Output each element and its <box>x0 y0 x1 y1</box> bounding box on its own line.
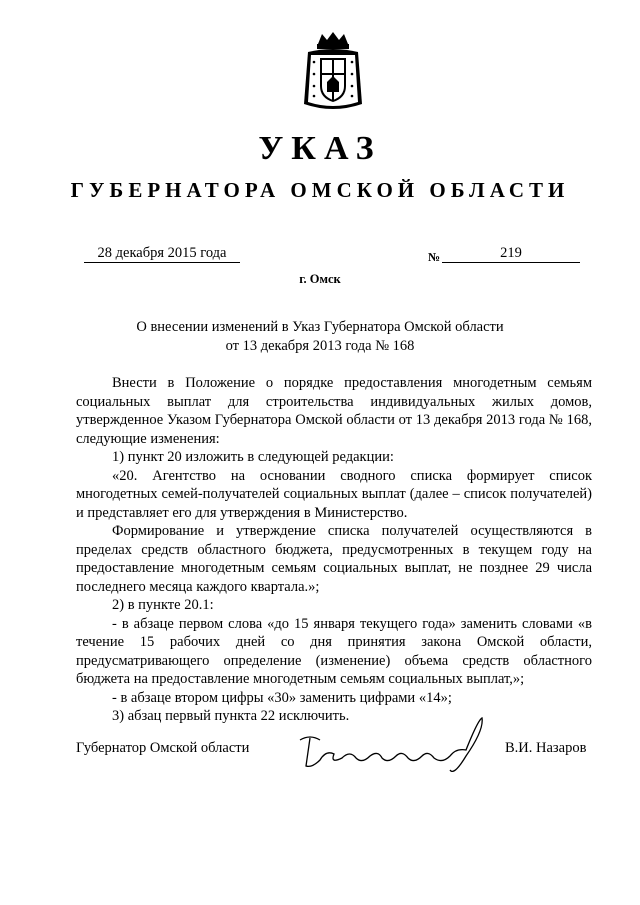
document-city: г. Омск <box>299 272 341 286</box>
signatory-position: Губернатор Омской области <box>76 740 250 756</box>
paragraph: 3) абзац первый пункта 22 исключить. <box>112 708 350 724</box>
paragraph: Формирование и утверждение списка получателей осуществляются в пределах средств областного бюджета, предусмотренных в текущем году на предоставление многодетным семьям социальных выплат, не позднее 29 числа последнего месяца каждого квартала.»; <box>76 523 592 595</box>
document-number: 219 <box>442 244 580 263</box>
paragraph: - в абзаце первом слова «до 15 января текущего года» заменить словами «в течение 15 рабочих дней со дня принятия закона Омской области, предусматривающего определение (изменение) объема средств областного бюджета на предоставление многодетным семьям социальных выплат,»; <box>76 615 592 687</box>
paragraph: «20. Агентство на основании сводного списка формирует список многодетных семей-получателей социальных выплат (далее – список получателей) и представляет его для утверждения в Министерство. <box>76 467 592 521</box>
subject-line-2: от 13 декабря 2013 года № 168 <box>225 338 415 354</box>
document-body <box>76 374 592 726</box>
number-label: № <box>428 250 441 264</box>
signatory-name: В.И. Назаров <box>505 740 587 756</box>
paragraph: Внести в Положение о порядке предоставления многодетным семьям социальных выплат для строительства индивидуальных жилых домов, утвержденное Указом Губернатора Омской области от 13 декабря 2013 года № 168, следующие изменения: <box>76 375 592 447</box>
paragraph: - в абзаце втором цифры «30» заменить цифрами «14»; <box>112 689 452 706</box>
document-date: 28 декабря 2015 года <box>84 244 240 263</box>
paragraph: 1) пункт 20 изложить в следующей редакции: <box>112 449 394 465</box>
handwritten-signature-icon <box>290 710 490 780</box>
document-subtitle: ГУБЕРНАТОРА ОМСКОЙ ОБЛАСТИ <box>70 178 570 202</box>
document-subject <box>0 318 640 356</box>
omsk-coat-of-arms-icon <box>300 30 366 116</box>
subject-line-1: О внесении изменений в Указ Губернатора Омской области <box>136 319 504 335</box>
paragraph: 2) в пункте 20.1: <box>112 597 214 613</box>
document-title: УКАЗ <box>258 130 382 167</box>
